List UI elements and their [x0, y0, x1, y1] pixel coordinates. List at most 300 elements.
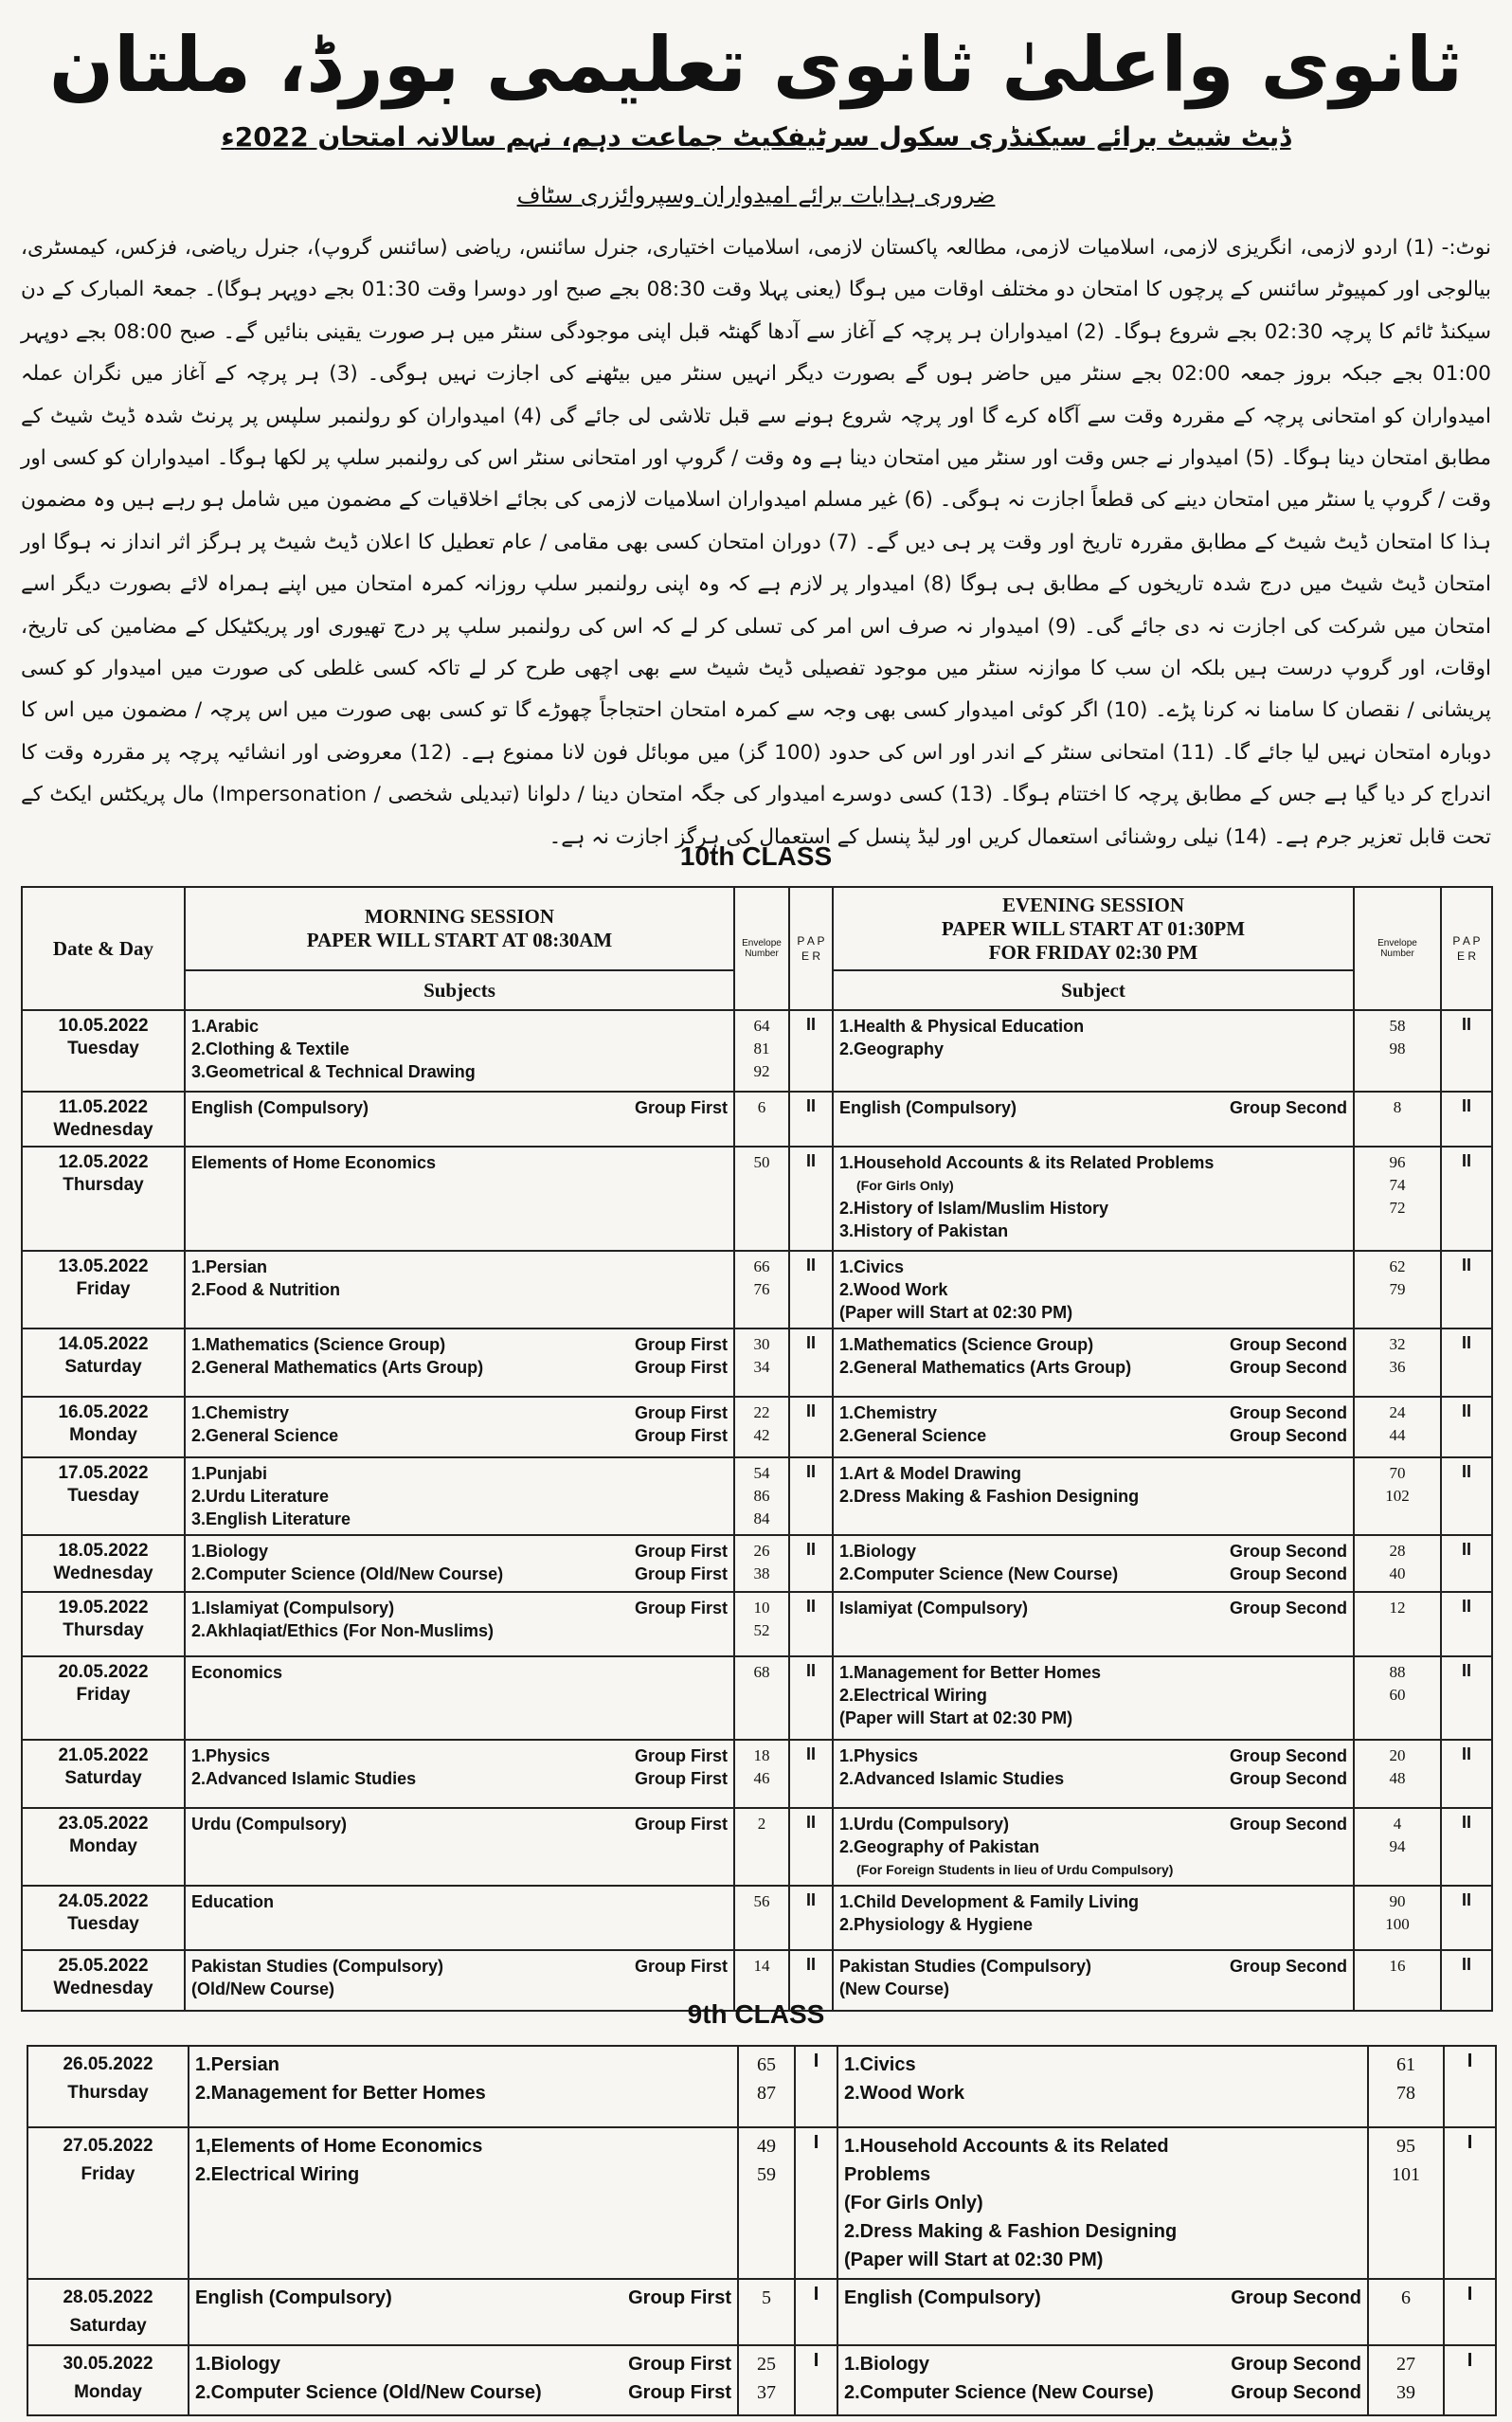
evening-paper-cell: I [1444, 2046, 1496, 2127]
subject-line [839, 1485, 1347, 1508]
subject-name: English (Compulsory) [844, 2287, 1041, 2308]
subject-line [844, 2350, 1361, 2378]
evening-paper-cell: II [1441, 1886, 1492, 1950]
subject-name: 2.Computer Science (New Course) [839, 1564, 1119, 1583]
envelope-number: 70 [1389, 1464, 1406, 1482]
exam-day: Thursday [63, 1620, 144, 1640]
morning-envelope-cell [738, 2345, 795, 2415]
envelope-number: 86 [753, 1487, 770, 1505]
schedule-row [22, 1740, 1492, 1808]
envelope-number: 36 [1389, 1358, 1406, 1376]
group-label: Group First [635, 1564, 728, 1583]
subject-line [191, 1356, 728, 1379]
evening-subjects-cell [833, 1147, 1354, 1251]
subject-line [844, 2284, 1361, 2312]
subject-line [839, 1301, 1347, 1324]
envelope-header-morning: Envelope Number [734, 887, 789, 1010]
evening-subjects-cell [833, 1886, 1354, 1950]
subject-name: 2.Wood Work [844, 2083, 965, 2104]
subject-name: 2.General Science [191, 1426, 339, 1445]
subject-name: Pakistan Studies (Compulsory) [839, 1957, 1092, 1976]
evening-subjects-cell [837, 2279, 1368, 2345]
subject-name: 2.Geography of Pakistan [839, 1837, 1040, 1856]
schedule-row [22, 1592, 1492, 1656]
envelope-number: 10 [753, 1599, 770, 1617]
subject-line [839, 1835, 1347, 1858]
subject-line [191, 1955, 728, 1978]
group-label: Group Second [1229, 1769, 1347, 1788]
date-day-cell [22, 1251, 185, 1328]
group-label: Group First [635, 1335, 728, 1354]
morning-subjects-cell [189, 2127, 738, 2279]
group-label: Group Second [1229, 1599, 1347, 1618]
subject-line [839, 1744, 1347, 1767]
exam-day: Monday [69, 1836, 137, 1856]
evening-subjects-cell [833, 1397, 1354, 1457]
subject-name: 1.Punjabi [191, 1464, 268, 1483]
group-label: Group First [635, 1815, 728, 1834]
subject-name: 1.Art & Model Drawing [839, 1464, 1022, 1483]
evening-envelope-cell [1368, 2345, 1444, 2415]
envelope-number: 78 [1396, 2083, 1415, 2104]
evening-paper-cell: II [1441, 1740, 1492, 1808]
envelope-header-evening: Envelope Number [1354, 887, 1441, 1010]
evening-envelope-cell [1354, 1535, 1441, 1592]
group-label: Group Second [1229, 1564, 1347, 1583]
subject-name: 3.History of Pakistan [839, 1221, 1009, 1240]
subject-name: 1.Mathematics (Science Group) [839, 1335, 1094, 1354]
envelope-number: 5 [762, 2287, 771, 2308]
envelope-number: 98 [1389, 1039, 1406, 1057]
morning-subjects-cell [185, 1092, 734, 1147]
instructions-notes: نوٹ:- (1) اردو لازمی، انگریزی لازمی، اسلامیات لازمی، مطالعہ پاکستان لازمی، اسلامیات اختیاری، جنرل سائنس، ریاضی (سائنس گروپ)، جنرل ریاضی، فزکس، کیمسٹری، بیالوجی اور کمپیوٹر سائنس کے پرچوں کا امتحان دو مختلف اوقات میں ہوگا (یعنی پہلا وقت 08:30 بجے صبح اور دوسرا وقت 01:30 بجے دوپہر ہوگا)۔ جمعۃ المبارک کے دن سیکنڈ ٹائم کا پرچہ 02:30 بجے شروع ہوگا۔ (2) امیدواران ہر پرچہ کے آغاز سے آدھا گھنٹہ قبل اپنی موجودگی سنٹر میں ہر صورت یقینی بنائیں گے۔ صبح 08:00 بجے دوپہر 01:00 بجے جبکہ بروز جمعہ 02:00 بجے سنٹر میں حاضر ہوں گے بصورت دیگر انہیں سنٹر میں بیٹھنے کی اجازت نہیں ہوگی۔ (3) ہر پرچہ کے آغاز میں نگران عملہ امیدواران کو امتحانی پرچہ کے مقررہ وقت سے آگاہ کرے گا اور پرچہ شروع ہونے سے قبل تلاشی لی جائے گی (4) امیدواران کو رولنمبر سلپس پر پرنٹ شدہ ڈیٹ شیٹ کے مطابق امتحان دینا ہوگا۔ (5) امیدوار نے جس وقت اور سنٹر میں امتحان دینا ہے وہ وقت / گروپ اور امتحانی سنٹر اس کی رولنمبر سلپ پر لکھا ہوگا۔ امیدواران کو کسی اور وقت / گروپ یا سنٹر میں امتحان دینے کی قطعاً اجازت نہ ہوگی۔ (6) غیر مسلم امیدواران اسلامیات لازمی کی بجائے اخلاقیات کے مضمون میں شامل ہو رہے ہیں وہ مضمون ہذا کا امتحان ڈیٹ شیٹ کے مطابق مقررہ تاریخ اور وقت پر ہی دیں گے۔ (7) دوران امتحان کسی بھی مقامی / عام تعطیل کا اعلان ڈیٹ شیٹ پر ہرگز اثر انداز نہ ہوگا اور امتحان ڈیٹ شیٹ میں درج شدہ تاریخوں کے مطابق ہی ہوگا (8) امیدوار پر لازم ہے کہ وہ اپنی رولنمبر سلپ روزانہ کمرہ امتحان میں اپنے ہمراہ لائے بصورت دیگر اسے امتحان میں شرکت کی اجازت نہ دی جائے گی۔ (9) امیدوار نہ صرف اس امر کی تسلی کر لے کہ اس کی رولنمبر سلپ پر درج تھیوری اور پریکٹیکل کے مضامین کی تاریخ، اوقات، اور گروپ درست ہیں بلکہ ان سب کا موازنہ سنٹر میں موجود تفصیلی ڈیٹ شیٹ سے بھی اچھی طرح کر لے تاکہ کسی غلطی کی صورت میں امیدوار کو کسی پریشانی / نقصان کا سامنا نہ کرنا پڑے۔ (10) اگر کوئی امیدوار کسی بھی وجہ سے کمرہ امتحان احتجاجاً چھوڑے گا تو کسی بھی صورت میں اس پرچہ / مضمون میں اس کا دوبارہ امتحان نہیں لیا جائے گا۔ (11) امتحانی سنٹر کے اندر اور اس کی حدود (100 گز) میں موبائل فون لانا ممنوع ہے۔ (12) معروضی اور انشائیہ پرچہ پر مقررہ وقت کا اندراج کر دیا گیا ہے جس کے مطابق پرچہ کا اختتام ہوگا۔ (13) کسی دوسرے امیدوار کی جگہ امتحان دینا / دلوانا (تبدیلی شخصی / Impersonation) مال پریکٹس ایکٹ کے تحت قابل تعزیر جرم ہے۔ (14) نیلی روشنائی استعمال کریں اور لیڈ پنسل کے استعمال کی ہرگز اجازت نہ ہے۔ [21, 236, 1492, 849]
subject-line [844, 2132, 1361, 2160]
subject-name: 1.Mathematics (Science Group) [191, 1335, 446, 1354]
subject-line [191, 1096, 728, 1119]
subject-name: (For Girls Only) [844, 2193, 983, 2214]
morning-paper-cell: I [795, 2345, 837, 2415]
exam-date: 14.05.2022 [58, 1334, 149, 1354]
subject-line [191, 1744, 728, 1767]
subject-name: 1.Biology [191, 1542, 269, 1561]
morning-paper-cell: II [789, 1328, 833, 1397]
morning-subjects-cell [185, 1535, 734, 1592]
morning-paper-cell: II [789, 1808, 833, 1886]
evening-paper-cell: I [1444, 2127, 1496, 2279]
exam-date: 16.05.2022 [58, 1402, 149, 1422]
envelope-number: 39 [1396, 2382, 1415, 2403]
morning-paper-cell: II [789, 1656, 833, 1740]
envelope-number: 84 [753, 1509, 770, 1527]
date-day-cell [22, 1092, 185, 1147]
exam-day: Wednesday [53, 1563, 153, 1583]
exam-date: 24.05.2022 [58, 1891, 149, 1911]
evening-subjects-cell [837, 2046, 1368, 2127]
subject-line [191, 1813, 728, 1835]
subject-line [844, 2378, 1361, 2407]
date-day-cell [22, 1740, 185, 1808]
evening-paper-cell: II [1441, 1147, 1492, 1251]
date-day-cell [22, 1808, 185, 1886]
envelope-number: 49 [757, 2136, 776, 2157]
subject-line [839, 1684, 1347, 1707]
exam-date: 23.05.2022 [58, 1814, 149, 1834]
morning-session-time: PAPER WILL START AT 08:30AM [306, 929, 613, 951]
evening-subjects-cell [837, 2127, 1368, 2279]
date-day-cell [22, 1010, 185, 1092]
subject-line [844, 2051, 1361, 2079]
subject-name: 2.History of Islam/Muslim History [839, 1199, 1109, 1218]
exam-date: 30.05.2022 [63, 2354, 153, 2374]
subject-name: 2.Dress Making & Fashion Designing [844, 2221, 1178, 2242]
morning-subjects-cell [185, 1457, 734, 1535]
subject-name: 1.Management for Better Homes [839, 1663, 1102, 1682]
group-label: Group First [635, 1542, 728, 1561]
envelope-number: 8 [1393, 1098, 1402, 1116]
subject-line [191, 1333, 728, 1356]
morning-paper-cell: II [789, 1092, 833, 1147]
subject-note: (For Girls Only) [856, 1178, 954, 1193]
subject-line [844, 2079, 1361, 2107]
evening-session-time: PAPER WILL START AT 01:30PM [941, 916, 1246, 940]
subject-line [191, 1256, 728, 1278]
morning-paper-cell: II [789, 1535, 833, 1592]
morning-subjects-cell [185, 1886, 734, 1950]
evening-paper-cell: II [1441, 1950, 1492, 2011]
morning-paper-cell: II [789, 1592, 833, 1656]
subject-name: 2.Computer Science (Old/New Course) [195, 2382, 542, 2403]
envelope-number: 26 [753, 1542, 770, 1560]
evening-paper-cell: II [1441, 1535, 1492, 1592]
envelope-number: 16 [1389, 1957, 1406, 1975]
subject-line [191, 1424, 728, 1447]
subject-name: Pakistan Studies (Compulsory) [191, 1957, 444, 1976]
subject-line [191, 1508, 728, 1530]
morning-paper-cell: I [795, 2279, 837, 2345]
envelope-number: 96 [1389, 1153, 1406, 1171]
subject-line [191, 1060, 728, 1083]
morning-envelope-cell [734, 1251, 789, 1328]
envelope-number: 90 [1389, 1892, 1406, 1910]
morning-paper-cell: I [795, 2046, 837, 2127]
envelope-number: 22 [753, 1403, 770, 1421]
subject-line [191, 1462, 728, 1485]
date-day-cell [22, 1457, 185, 1535]
subject-name: 2.Physiology & Hygiene [839, 1915, 1034, 1934]
date-day-cell [27, 2279, 189, 2345]
date-day-cell [27, 2345, 189, 2415]
envelope-number: 20 [1389, 1746, 1406, 1764]
envelope-number: 40 [1389, 1564, 1406, 1582]
envelope-number: 72 [1389, 1199, 1406, 1217]
subject-name: 1.Urdu (Compulsory) [839, 1815, 1010, 1834]
subject-name: (Old/New Course) [191, 1979, 335, 1998]
subject-line [191, 1619, 728, 1642]
subject-name: 1.Chemistry [191, 1403, 290, 1422]
group-label: Group First [635, 1403, 728, 1422]
subject-name: 2.Geography [839, 1039, 945, 1058]
subject-line [844, 2217, 1361, 2246]
morning-subjects-cell [185, 1010, 734, 1092]
subject-name: 3.English Literature [191, 1509, 351, 1528]
subject-name: 1.Household Accounts & its Related Problems [839, 1153, 1215, 1172]
date-day-cell [22, 1656, 185, 1740]
group-label: Group Second [1229, 1426, 1347, 1445]
subject-line [839, 1256, 1347, 1278]
subject-name: English (Compulsory) [195, 2287, 392, 2308]
envelope-number: 14 [753, 1957, 770, 1975]
group-label: Group Second [1231, 2287, 1361, 2308]
subject-name: 1.Biology [844, 2354, 930, 2375]
date-day-cell [22, 1535, 185, 1592]
class10-heading: 10th CLASS [679, 841, 833, 871]
morning-envelope-cell [734, 1010, 789, 1092]
morning-subjects-cell [189, 2046, 738, 2127]
evening-envelope-cell [1368, 2127, 1444, 2279]
subject-name: 1.Health & Physical Education [839, 1017, 1085, 1036]
morning-session-title: MORNING SESSION [364, 905, 555, 928]
schedule-row [27, 2279, 1496, 2345]
morning-paper-cell: I [795, 2127, 837, 2279]
subject-name: 2.Urdu Literature [191, 1487, 330, 1506]
evening-envelope-cell [1354, 1251, 1441, 1328]
group-label: Group Second [1229, 1746, 1347, 1765]
group-label: Group Second [1231, 2382, 1361, 2403]
class9-heading: 9th CLASS [687, 1999, 825, 2029]
envelope-number: 6 [757, 1098, 766, 1116]
group-label: Group First [635, 1426, 728, 1445]
morning-paper-cell: II [789, 1740, 833, 1808]
envelope-number: 95 [1396, 2136, 1415, 2157]
subject-line [839, 1462, 1347, 1485]
date-day-cell [27, 2046, 189, 2127]
schedule-row [22, 1010, 1492, 1092]
envelope-number: 30 [753, 1335, 770, 1353]
subject-name: 2.Wood Work [839, 1280, 948, 1299]
envelope-number: 50 [753, 1153, 770, 1171]
subject-line [195, 2350, 731, 2378]
envelope-number: 48 [1389, 1769, 1406, 1787]
group-label: Group Second [1229, 1335, 1347, 1354]
morning-paper-cell: II [789, 1147, 833, 1251]
subject-name: 2.Computer Science (New Course) [844, 2382, 1154, 2403]
date-day-cell [22, 1147, 185, 1251]
group-label: Group Second [1229, 1957, 1347, 1976]
evening-envelope-cell [1354, 1808, 1441, 1886]
group-label: Group First [635, 1599, 728, 1618]
morning-subjects-cell [185, 1147, 734, 1251]
subject-name: 1.Persian [191, 1257, 268, 1276]
envelope-number: 74 [1389, 1176, 1406, 1194]
subject-name: 2.Food & Nutrition [191, 1280, 340, 1299]
evening-subjects-cell [833, 1457, 1354, 1535]
morning-paper-cell: II [789, 1251, 833, 1328]
subject-line [191, 1661, 728, 1684]
morning-envelope-cell [734, 1328, 789, 1397]
date-sheet-subtitle: ڈیٹ شیٹ برائے سیکنڈری سکول سرٹیفکیٹ جماعت دہم، نہم سالانہ امتحان 2022ء [221, 121, 1291, 153]
instructions-title: ضروری ہدایات برائے امیدواران وسپروائزری سٹاف [516, 182, 996, 208]
evening-envelope-cell [1354, 1740, 1441, 1808]
envelope-number: 58 [1389, 1017, 1406, 1035]
subject-name: 3.Geometrical & Technical Drawing [191, 1062, 476, 1081]
group-label: Group First [635, 1769, 728, 1788]
group-label: Group Second [1231, 2354, 1361, 2375]
group-label: Group First [635, 1957, 728, 1976]
subject-name: 1.Chemistry [839, 1403, 938, 1422]
exam-day: Monday [74, 2382, 142, 2402]
evening-envelope-cell [1354, 1328, 1441, 1397]
evening-envelope-cell [1368, 2046, 1444, 2127]
exam-date: 12.05.2022 [58, 1152, 149, 1172]
evening-subjects-cell [833, 1092, 1354, 1147]
evening-envelope-cell [1354, 1147, 1441, 1251]
subject-name: 1.Physics [839, 1746, 919, 1765]
exam-date: 20.05.2022 [58, 1662, 149, 1682]
envelope-number: 28 [1389, 1542, 1406, 1560]
morning-envelope-cell [734, 1808, 789, 1886]
morning-subjects-cell [185, 1397, 734, 1457]
subject-name: 1.Islamiyat (Compulsory) [191, 1599, 395, 1618]
exam-day: Friday [76, 1685, 131, 1705]
exam-date: 28.05.2022 [63, 2287, 153, 2307]
class9-table [27, 2045, 1497, 2416]
envelope-number: 6 [1401, 2287, 1411, 2308]
envelope-number: 81 [753, 1039, 770, 1057]
envelope-number: 37 [757, 2382, 776, 2403]
subject-line [191, 1597, 728, 1619]
group-label: Group First [628, 2354, 731, 2375]
board-title: ثانوی واعلیٰ ثانوی تعلیمی بورڈ، ملتان [48, 21, 1464, 109]
subject-line [839, 1563, 1347, 1585]
subject-name: 1.Civics [844, 2054, 916, 2075]
subject-line [191, 1890, 728, 1913]
evening-subjects-cell [833, 1251, 1354, 1328]
envelope-number: 54 [753, 1464, 770, 1482]
envelope-number: 34 [753, 1358, 770, 1376]
subject-name: (Paper will Start at 02:30 PM) [844, 2250, 1104, 2270]
evening-paper-cell: II [1441, 1397, 1492, 1457]
subject-name: Economics [191, 1663, 283, 1682]
subject-line [191, 1151, 728, 1174]
evening-session-header [833, 887, 1354, 970]
subject-name: Elements of Home Economics [191, 1153, 437, 1172]
evening-paper-cell: II [1441, 1808, 1492, 1886]
subject-header: Subject [833, 970, 1354, 1010]
subject-name: 2.Akhlaqiat/Ethics (For Non-Muslims) [191, 1621, 495, 1640]
evening-envelope-cell [1354, 1457, 1441, 1535]
subject-name: 1.Persian [195, 2054, 279, 2075]
envelope-number: 87 [757, 2083, 776, 2104]
morning-envelope-cell [734, 1740, 789, 1808]
envelope-number: 66 [753, 1257, 770, 1275]
subject-line [839, 1220, 1347, 1242]
subject-name: 1.Household Accounts & its Related [844, 2136, 1169, 2157]
date-day-cell [22, 1328, 185, 1397]
envelope-number: 68 [753, 1663, 770, 1681]
envelope-number: 56 [753, 1892, 770, 1910]
date-day-cell [22, 1886, 185, 1950]
exam-day: Tuesday [67, 1039, 139, 1058]
envelope-number: 38 [753, 1564, 770, 1582]
subject-line [839, 1015, 1347, 1038]
exam-date: 10.05.2022 [58, 1016, 149, 1036]
envelope-number: 79 [1389, 1280, 1406, 1298]
subject-line [839, 1197, 1347, 1220]
subject-line [839, 1955, 1347, 1978]
paper-header-morning: P A P E R [789, 887, 833, 1010]
evening-paper-cell: II [1441, 1092, 1492, 1147]
subject-name: 2.Management for Better Homes [195, 2083, 486, 2104]
subject-name: 2.Clothing & Textile [191, 1039, 350, 1058]
subject-line [839, 1401, 1347, 1424]
subject-line [191, 1015, 728, 1038]
morning-envelope-cell [734, 1886, 789, 1950]
subject-name: 2.Electrical Wiring [839, 1686, 987, 1705]
date-day-cell [22, 1592, 185, 1656]
envelope-number: 62 [1389, 1257, 1406, 1275]
schedule-row [22, 1535, 1492, 1592]
subject-name: 1,Elements of Home Economics [195, 2136, 483, 2157]
evening-envelope-cell [1354, 1656, 1441, 1740]
subject-name: 2.General Mathematics (Arts Group) [839, 1358, 1132, 1377]
subject-line [191, 1540, 728, 1563]
subject-name: Islamiyat (Compulsory) [839, 1599, 1029, 1618]
envelope-number: 12 [1389, 1599, 1406, 1617]
schedule-row [22, 1886, 1492, 1950]
paper-header-evening: P A P E R [1441, 887, 1492, 1010]
subject-line [839, 1813, 1347, 1835]
envelope-number: 88 [1389, 1663, 1406, 1681]
exam-day: Saturday [69, 2316, 147, 2336]
subject-name: 2.General Mathematics (Arts Group) [191, 1358, 484, 1377]
evening-subjects-cell [833, 1328, 1354, 1397]
envelope-number: 64 [753, 1017, 770, 1035]
subject-name: Education [191, 1892, 275, 1911]
evening-envelope-cell [1368, 2279, 1444, 2345]
morning-envelope-cell [734, 1535, 789, 1592]
envelope-number: 61 [1396, 2054, 1415, 2075]
subject-line [839, 1913, 1347, 1936]
exam-day: Monday [69, 1425, 137, 1445]
schedule-row [22, 1457, 1492, 1535]
evening-paper-cell: II [1441, 1457, 1492, 1535]
subject-line [839, 1978, 1347, 2000]
subject-name: (Paper will Start at 02:30 PM) [839, 1303, 1073, 1322]
morning-subjects-cell [185, 1251, 734, 1328]
evening-subjects-cell [833, 1740, 1354, 1808]
subject-line [195, 2284, 731, 2312]
evening-paper-cell: II [1441, 1010, 1492, 1092]
evening-subjects-cell [833, 1656, 1354, 1740]
evening-session-friday-time: FOR FRIDAY 02:30 PM [988, 940, 1198, 964]
subject-name: Urdu (Compulsory) [191, 1815, 347, 1834]
subject-line [191, 1485, 728, 1508]
exam-day: Wednesday [53, 1120, 153, 1140]
class10-table [21, 886, 1493, 2012]
group-label: Group Second [1229, 1098, 1347, 1117]
subject-line [191, 1401, 728, 1424]
envelope-number: 24 [1389, 1403, 1406, 1421]
subject-line [195, 2378, 731, 2407]
evening-envelope-cell [1354, 1397, 1441, 1457]
envelope-number: 18 [753, 1746, 770, 1764]
group-label: Group First [635, 1358, 728, 1377]
subject-name: English (Compulsory) [839, 1098, 1017, 1117]
morning-session-header [185, 887, 734, 970]
morning-envelope-cell [734, 1592, 789, 1656]
subject-line [839, 1096, 1347, 1119]
date-day-cell [27, 2127, 189, 2279]
